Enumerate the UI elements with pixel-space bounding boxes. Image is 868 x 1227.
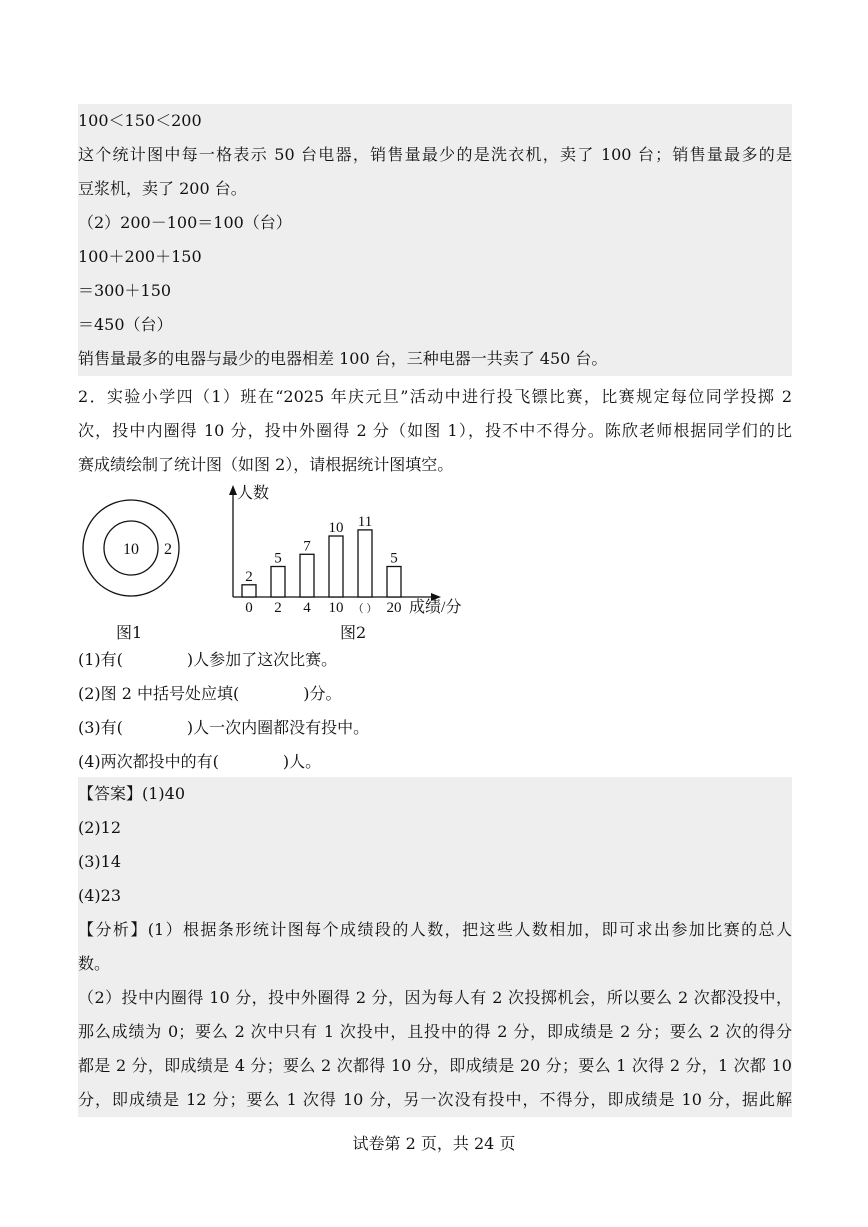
x-tick-label: 2	[274, 600, 282, 616]
bar-value-label: 5	[274, 550, 282, 567]
inner-score: 10	[123, 541, 139, 558]
x-tick-label: （ ）	[352, 603, 378, 615]
bar	[271, 567, 285, 598]
solution-line: 这个统计图中每一格表示 50 台电器，销售量最少的是洗衣机，卖了 100 台；销售量最多的是	[78, 138, 792, 172]
question-1: (1)有( )人参加了这次比赛。	[78, 650, 338, 669]
x-tick-label: 10	[328, 600, 344, 616]
analysis-line: （2）投中内圈得 10 分，投中外圈得 2 分，因为每人有 2 次投掷机会，所以要么 2 次都没投中，	[78, 981, 792, 1015]
bar	[329, 536, 343, 597]
question-2: (2)图 2 中括号处应填( )分。	[78, 684, 342, 703]
figure2-bar-chart	[215, 480, 475, 620]
problem-line: 次，投中内圈得 10 分，投中外圈得 2 分（如图 1），投不中不得分。陈欣老师根据同学们的比	[78, 421, 792, 440]
analysis-line: 那么成绩为 0；要么 2 次中只有 1 次投中，且投中的得 2 分，即成绩是 2 分；要么 2 次的得分	[78, 1015, 792, 1049]
question-4: (4)两次都投中的有( )人。	[78, 752, 322, 771]
bar-value-label: 10	[328, 520, 344, 536]
solution-line: 豆浆机，卖了 200 台。	[78, 172, 792, 206]
figure1-target	[76, 498, 196, 618]
y-axis-arrow	[229, 485, 237, 495]
x-tick-label: 20	[386, 600, 402, 616]
x-tick-label: 4	[303, 600, 311, 616]
bar	[242, 585, 256, 597]
answer-line: (4)23	[78, 879, 792, 913]
problem-line: 赛成绩绘制了统计图（如图 2），请根据统计图填空。	[78, 455, 454, 474]
bar-value-label: 2	[245, 568, 253, 585]
page-footer: 试卷第 2 页，共 24 页	[352, 1134, 516, 1153]
solution-line: 100＋200＋150	[78, 240, 792, 274]
analysis-line: 【分析】(1）根据条形统计图每个成绩段的人数，把这些人数相加，即可求出参加比赛的总人	[78, 913, 792, 947]
solution-line: （2）200－100＝100（台）	[78, 206, 792, 240]
solution-line: ＝450（台）	[78, 308, 792, 342]
y-axis-label: 人数	[237, 485, 270, 502]
figure1-caption: 图1	[116, 623, 143, 642]
analysis-line: 分，即成绩是 12 分；要么 1 次得 10 分，另一次没有投中，不得分，即成绩是 10 分，据此解	[78, 1083, 792, 1117]
figure2-caption: 图2	[340, 623, 367, 642]
bar	[387, 567, 401, 598]
analysis-line: 数。	[78, 947, 792, 981]
question-3: (3)有( )人一次内圈都没有投中。	[78, 718, 370, 737]
bar-value-label: 7	[303, 538, 311, 555]
solution-line: ＝300＋150	[78, 274, 792, 308]
bar	[358, 530, 372, 597]
bar-value-label: 11	[357, 513, 373, 530]
x-axis-label: 成绩/分	[409, 599, 462, 616]
solution-line: 销售量最多的电器与最少的电器相差 100 台，三种电器一共卖了 450 台。	[78, 342, 792, 376]
answer-line: (2)12	[78, 811, 792, 845]
analysis-line: 都是 2 分，即成绩是 4 分；要么 2 次都得 10 分，即成绩是 20 分；要么 1 次得 2 分，1 次都 10	[78, 1049, 792, 1083]
answer-line: 【答案】(1)40	[78, 777, 792, 811]
bar-value-label: 5	[390, 550, 398, 567]
bar	[300, 554, 314, 597]
x-tick-label: 0	[245, 600, 253, 616]
solution-line: 100＜150＜200	[78, 104, 792, 138]
answer-line: (3)14	[78, 845, 792, 879]
outer-score: 2	[164, 541, 172, 558]
problem-line: 2．实验小学四（1）班在“2025 年庆元旦”活动中进行投飞镖比赛，比赛规定每位同学投掷 2	[78, 387, 792, 406]
